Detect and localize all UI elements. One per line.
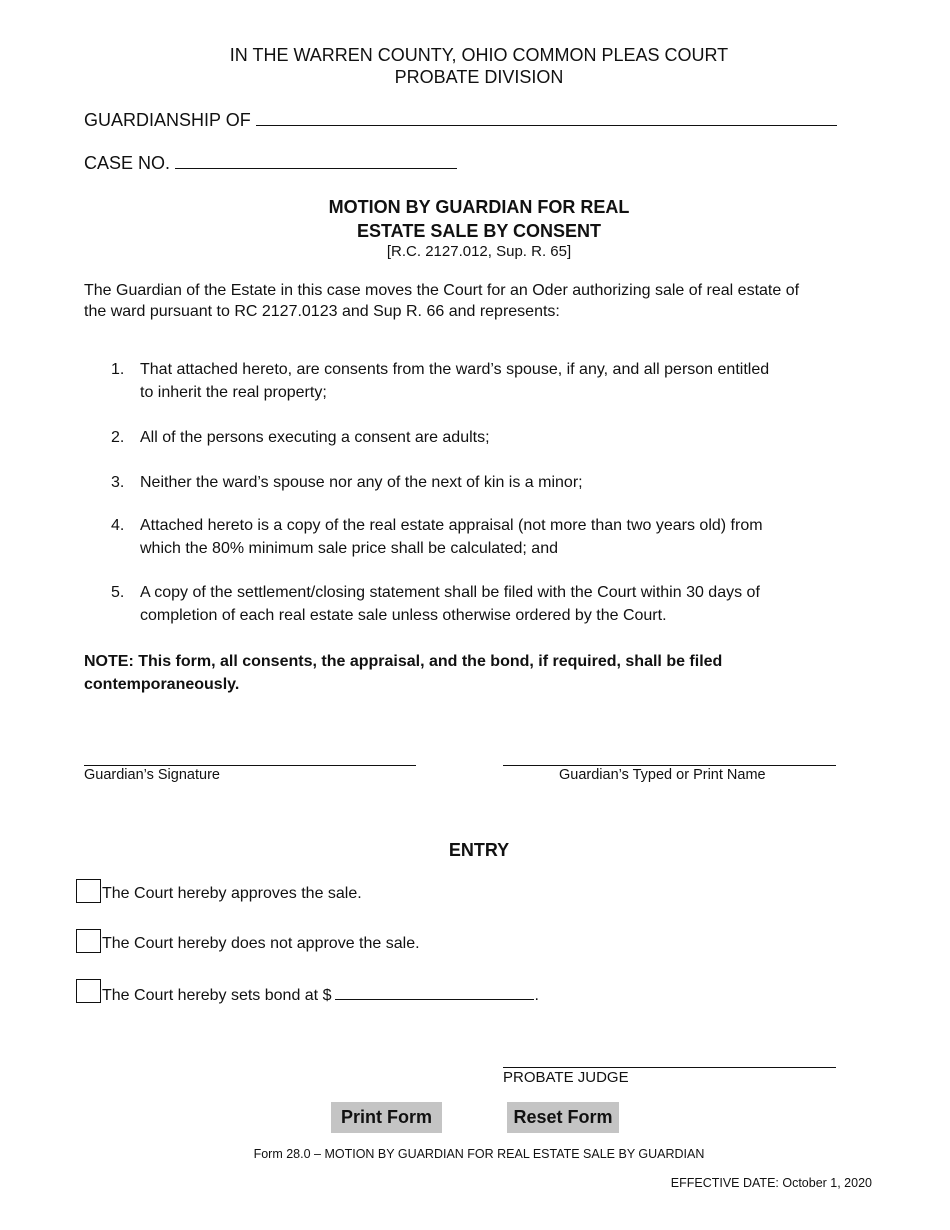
bond-period: .	[534, 987, 539, 1004]
probate-judge-label: PROBATE JUDGE	[503, 1069, 629, 1086]
form-citation: [R.C. 2127.012, Sup. R. 65]	[386, 243, 572, 260]
entry-title: ENTRY	[448, 840, 510, 860]
list-item-text: A copy of the settlement/closing statement shall be filed with the Court within 30 days of	[140, 584, 760, 601]
not-approve-label: The Court hereby does not approve the sale.	[102, 935, 420, 952]
form-title	[0, 195, 950, 243]
list-item-number: 5.	[111, 584, 125, 601]
list-item-text: Attached hereto is a copy of the real estate appraisal (not more than two years old) from	[140, 517, 763, 534]
bond-label: The Court hereby sets bond at $	[102, 987, 332, 1004]
not-approve-checkbox[interactable]	[76, 929, 101, 953]
list-item-text-cont: to inherit the real property;	[140, 384, 327, 401]
form-title-line1: MOTION BY GUARDIAN FOR REAL	[328, 197, 630, 217]
list-item-text-cont: completion of each real estate sale unless otherwise ordered by the Court.	[140, 607, 667, 624]
probate-judge-line[interactable]	[503, 1067, 836, 1068]
guardianship-input[interactable]	[256, 109, 837, 126]
court-division: PROBATE DIVISION	[394, 67, 564, 87]
guardianship-field-row	[84, 109, 837, 131]
effective-date: EFFECTIVE DATE: October 1, 2020	[670, 1176, 872, 1190]
case-no-input[interactable]	[175, 152, 457, 169]
guardian-signature-label: Guardian’s Signature	[84, 767, 220, 783]
court-name: IN THE WARREN COUNTY, OHIO COMMON PLEAS COURT	[229, 45, 729, 65]
list-item-text: Neither the ward’s spouse nor any of the next of kin is a minor;	[140, 474, 583, 491]
list-item-number: 3.	[111, 474, 125, 491]
approve-checkbox[interactable]	[76, 879, 101, 903]
bond-amount-input[interactable]	[335, 985, 534, 1000]
guardian-signature-line[interactable]	[84, 765, 416, 766]
list-item-text: That attached hereto, are consents from the ward’s spouse, if any, and all person entitled	[140, 361, 770, 378]
list-item-number: 1.	[111, 361, 125, 378]
bond-row	[102, 985, 539, 1005]
filing-note-line1: NOTE: This form, all consents, the appraisal, and the bond, if required, shall be filed	[84, 653, 723, 670]
guardianship-label: GUARDIANSHIP OF	[84, 110, 251, 130]
guardian-name-line[interactable]	[503, 765, 836, 766]
filing-note	[84, 650, 804, 696]
list-item-text: All of the persons executing a consent are adults;	[140, 429, 490, 446]
approve-label: The Court hereby approves the sale.	[102, 885, 362, 902]
print-form-button[interactable]: Print Form	[331, 1102, 442, 1133]
reset-form-button[interactable]: Reset Form	[507, 1102, 619, 1133]
guardian-name-label: Guardian’s Typed or Print Name	[559, 767, 766, 783]
list-item-number: 4.	[111, 517, 125, 534]
bond-checkbox[interactable]	[76, 979, 101, 1003]
list-item-text-cont: which the 80% minimum sale price shall be calculated; and	[140, 540, 558, 557]
intro-paragraph: The Guardian of the Estate in this case moves the Court for an Oder authorizing sale of real estate of the ward pursuant to RC 2127.0123 and Sup R. 66 and represents:	[84, 282, 800, 320]
case-no-label: CASE NO.	[84, 153, 171, 173]
form-footer-id: Form 28.0 – MOTION BY GUARDIAN FOR REAL ESTATE SALE BY GUARDIAN	[253, 1147, 705, 1161]
form-title-line2: ESTATE SALE BY CONSENT	[356, 221, 602, 241]
list-item-number: 2.	[111, 429, 125, 446]
case-no-field-row	[84, 152, 457, 174]
filing-note-line2: contemporaneously.	[84, 676, 240, 693]
court-header	[0, 44, 950, 88]
